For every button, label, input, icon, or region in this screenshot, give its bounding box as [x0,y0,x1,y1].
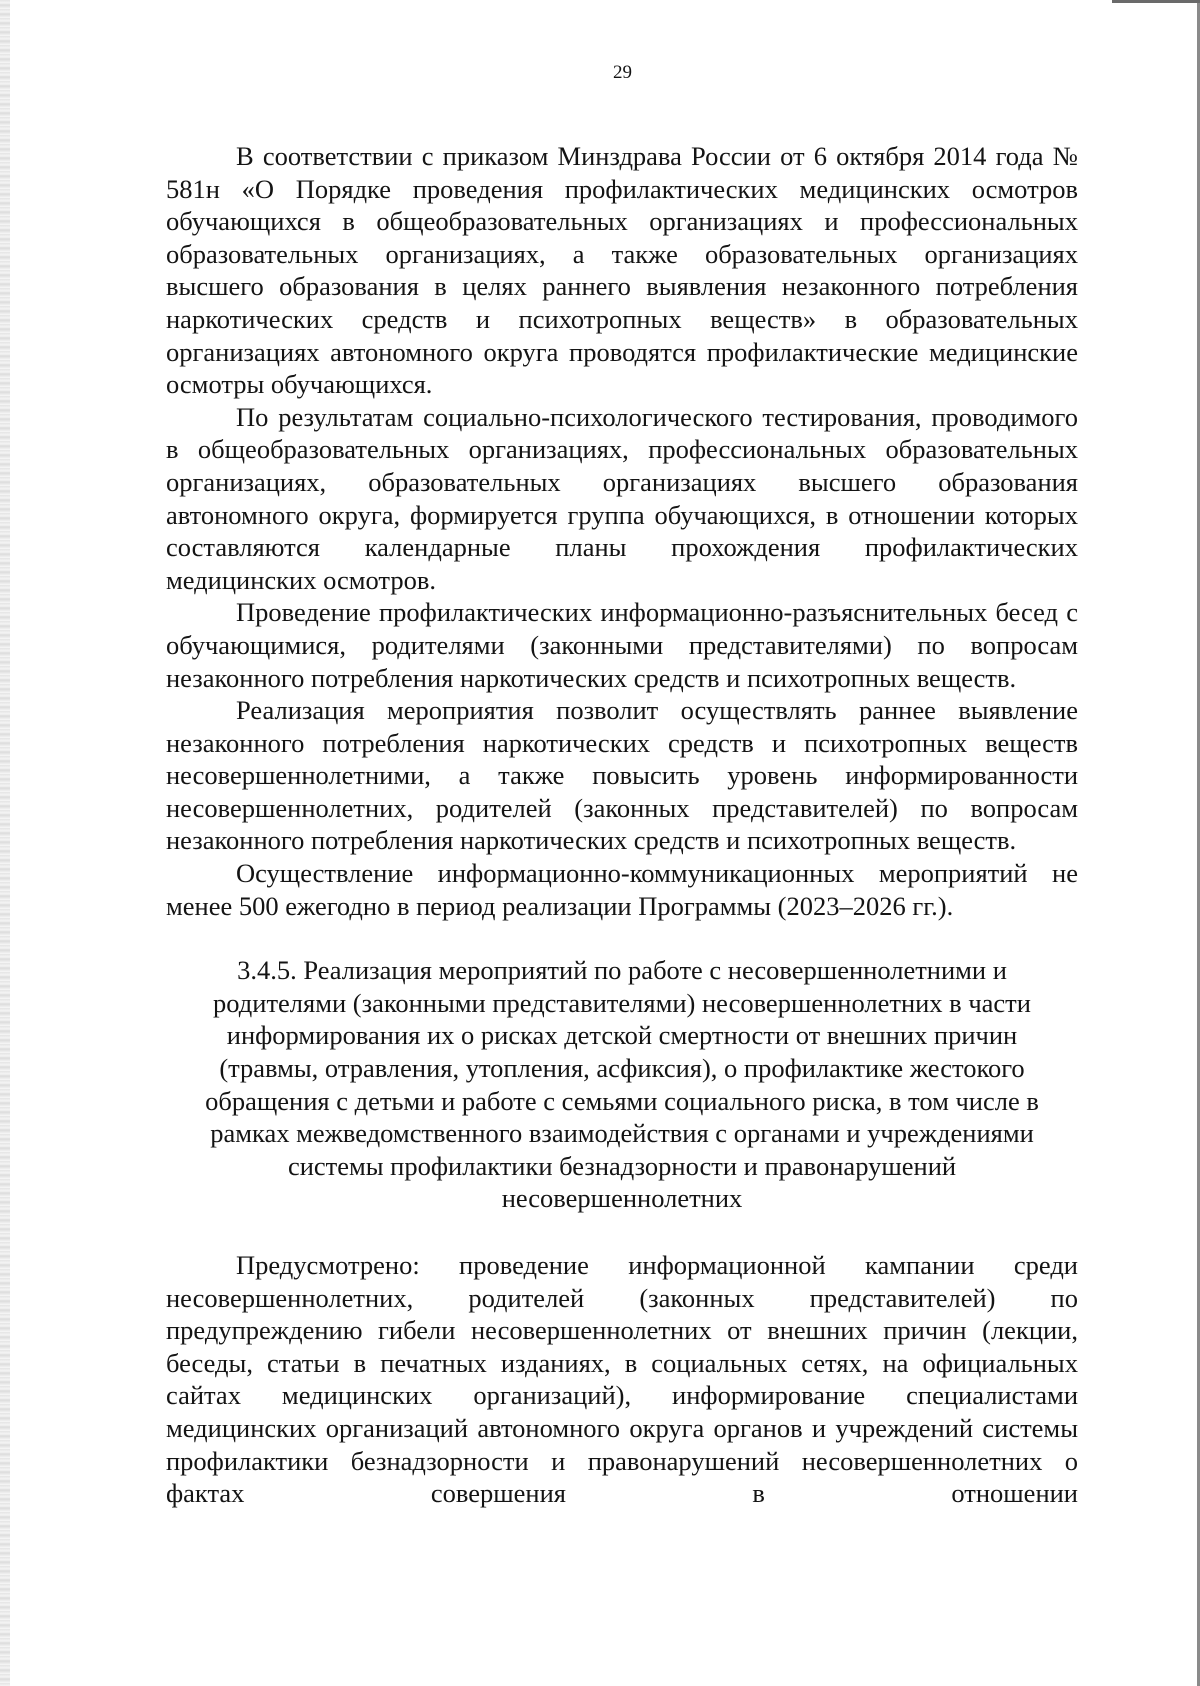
paragraph-explanatory-talks: Проведение профилактических информационно-разъяснительных бесед с обучающимися, родителями (законными представителями) по вопросам незаконного потребления наркотических средств и психотропных веществ. [166,597,1078,693]
scan-top-right-mark [1112,0,1200,3]
document-body [166,140,1078,1510]
paragraph-measure-outcome: Реализация мероприятия позволит осуществлять раннее выявление незаконного потребления наркотических средств и психотропных веществ несовершеннолетними, а также повысить уровень информированности несовершеннолетних, родителей (законных представителей) по вопросам незаконного потребления наркотических средств и психотропных веществ. [166,695,1078,856]
paragraph-testing-results: По результатам социально-психологического тестирования, проводимого в общеобразовательных организациях, профессиональных образовательных организациях, образовательных организациях высшего образования автономного округа, формируется группа обучающихся, в отношении которых составляются календарные планы прохождения профилактических медицинских осмотров. [166,401,1078,595]
paragraph-medical-examinations: В соответствии с приказом Минздрава России от 6 октября 2014 года № 581н «О Порядке проведения профилактических медицинских осмотров обучающихся в общеобразовательных организациях и профессиональных образовательных организациях, а также образовательных организациях высшего образования в целях раннего выявления незаконного потребления наркотических средств и психотропных веществ» в образовательных организациях автономного округа проводятся профилактические медицинские осмотры обучающихся. [166,141,1078,400]
section-heading: 3.4.5. Реализация мероприятий по работе с несовершеннолетними и родителями (законными представителями) несовершеннолетних в части информирования их о рисках детской смертности от внешних причин (травмы, отравления, утопления, асфиксия), о профилактике жестокого обращения с детьми и работе с семьями социального риска, в том числе в рамках межведомственного взаимодействия с органами и учреждениями системы профилактики безнадзорности и правонарушений несовершеннолетних [205,955,1039,1214]
paragraph-information-campaign: Предусмотрено: проведение информационной кампании среди несовершеннолетних, родителей (законных представителей) по предупреждению гибели несовершеннолетних от внешних причин (лекции, беседы, статьи в печатных изданиях, в социальных сетях, на официальных сайтах медицинских организаций), информирование специалистами медицинских организаций автономного округа органов и учреждений системы профилактики безнадзорности и правонарушений несовершеннолетних о фактах совершения в отношении [166,1250,1078,1509]
scan-left-edge [0,0,10,1686]
page-number: 29 [613,62,632,83]
paragraph-communication-events: Осуществление информационно-коммуникационных мероприятий не менее 500 ежегодно в период реализации Программы (2023–2026 гг.). [166,858,1078,921]
